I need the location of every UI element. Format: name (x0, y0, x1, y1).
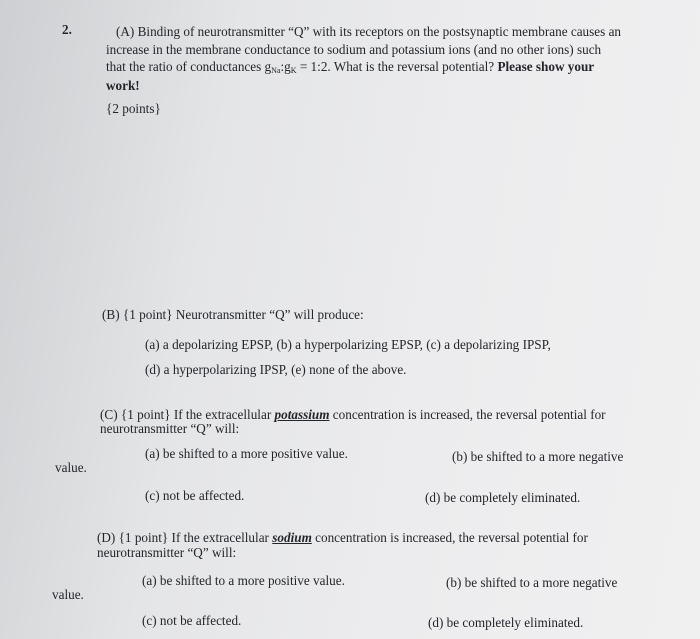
part-a-line-3-end: = 1:2. What is the reversal potential? (296, 59, 498, 74)
part-d-header-end: concentration is increased, the reversal potential for (311, 530, 588, 545)
part-d-option-c: (c) not be affected. (142, 613, 242, 628)
part-b-options-line-2: (d) a hyperpolarizing IPSP, (e) none of the above. (145, 362, 407, 377)
part-c-option-a: (a) be shifted to a more positive value. (145, 446, 348, 461)
part-c-keyword: potassium (274, 407, 330, 422)
conductance-separator: :g (280, 59, 291, 74)
part-d-header-line-2: neurotransmitter “Q” will: (97, 545, 237, 560)
part-d-header (97, 530, 588, 546)
part-d-header-start: (D) {1 point} If the extracellular (97, 530, 273, 545)
part-d-option-d: (d) be completely eliminated. (428, 615, 584, 630)
subscript-k: K (290, 66, 297, 75)
part-a-line-1: (A) Binding of neurotransmitter “Q” with its receptors on the postsynaptic membrane causes an (116, 24, 622, 39)
part-c-option-c: (c) not be affected. (145, 488, 245, 503)
part-a-line-2: increase in the membrane conductance to sodium and potassium ions (and no other ions) such (106, 42, 602, 57)
part-d-option-a: (a) be shifted to a more positive value. (142, 573, 345, 588)
part-c-header-end: concentration is increased, the reversal potential for (329, 407, 606, 422)
part-c-header-start: (C) {1 point} If the extracellular (100, 407, 275, 422)
part-d-option-b-wrap: value. (52, 587, 84, 602)
part-b-header: (B) {1 point} Neurotransmitter “Q” will produce: (102, 307, 364, 322)
part-a-points: {2 points} (106, 101, 161, 116)
part-c-option-b: (b) be shifted to a more negative (452, 449, 624, 464)
part-d-option-b: (b) be shifted to a more negative (446, 575, 618, 590)
part-b-options-line-1: (a) a depolarizing EPSP, (b) a hyperpolarizing EPSP, (c) a depolarizing IPSP, (145, 337, 551, 352)
question-number: 2. (62, 22, 72, 37)
part-d-keyword: sodium (272, 530, 312, 545)
part-a-line-3-start: that the ratio of conductances g (106, 59, 272, 74)
part-a-line-3 (106, 59, 594, 79)
show-work-instruction-end: work! (106, 78, 140, 93)
part-c-option-d: (d) be completely eliminated. (425, 490, 581, 505)
part-c-header-line-2: neurotransmitter “Q” will: (100, 421, 240, 436)
show-work-instruction: Please show your (497, 59, 595, 74)
subscript-na: Na (271, 66, 281, 75)
part-c-option-b-wrap: value. (55, 460, 87, 475)
